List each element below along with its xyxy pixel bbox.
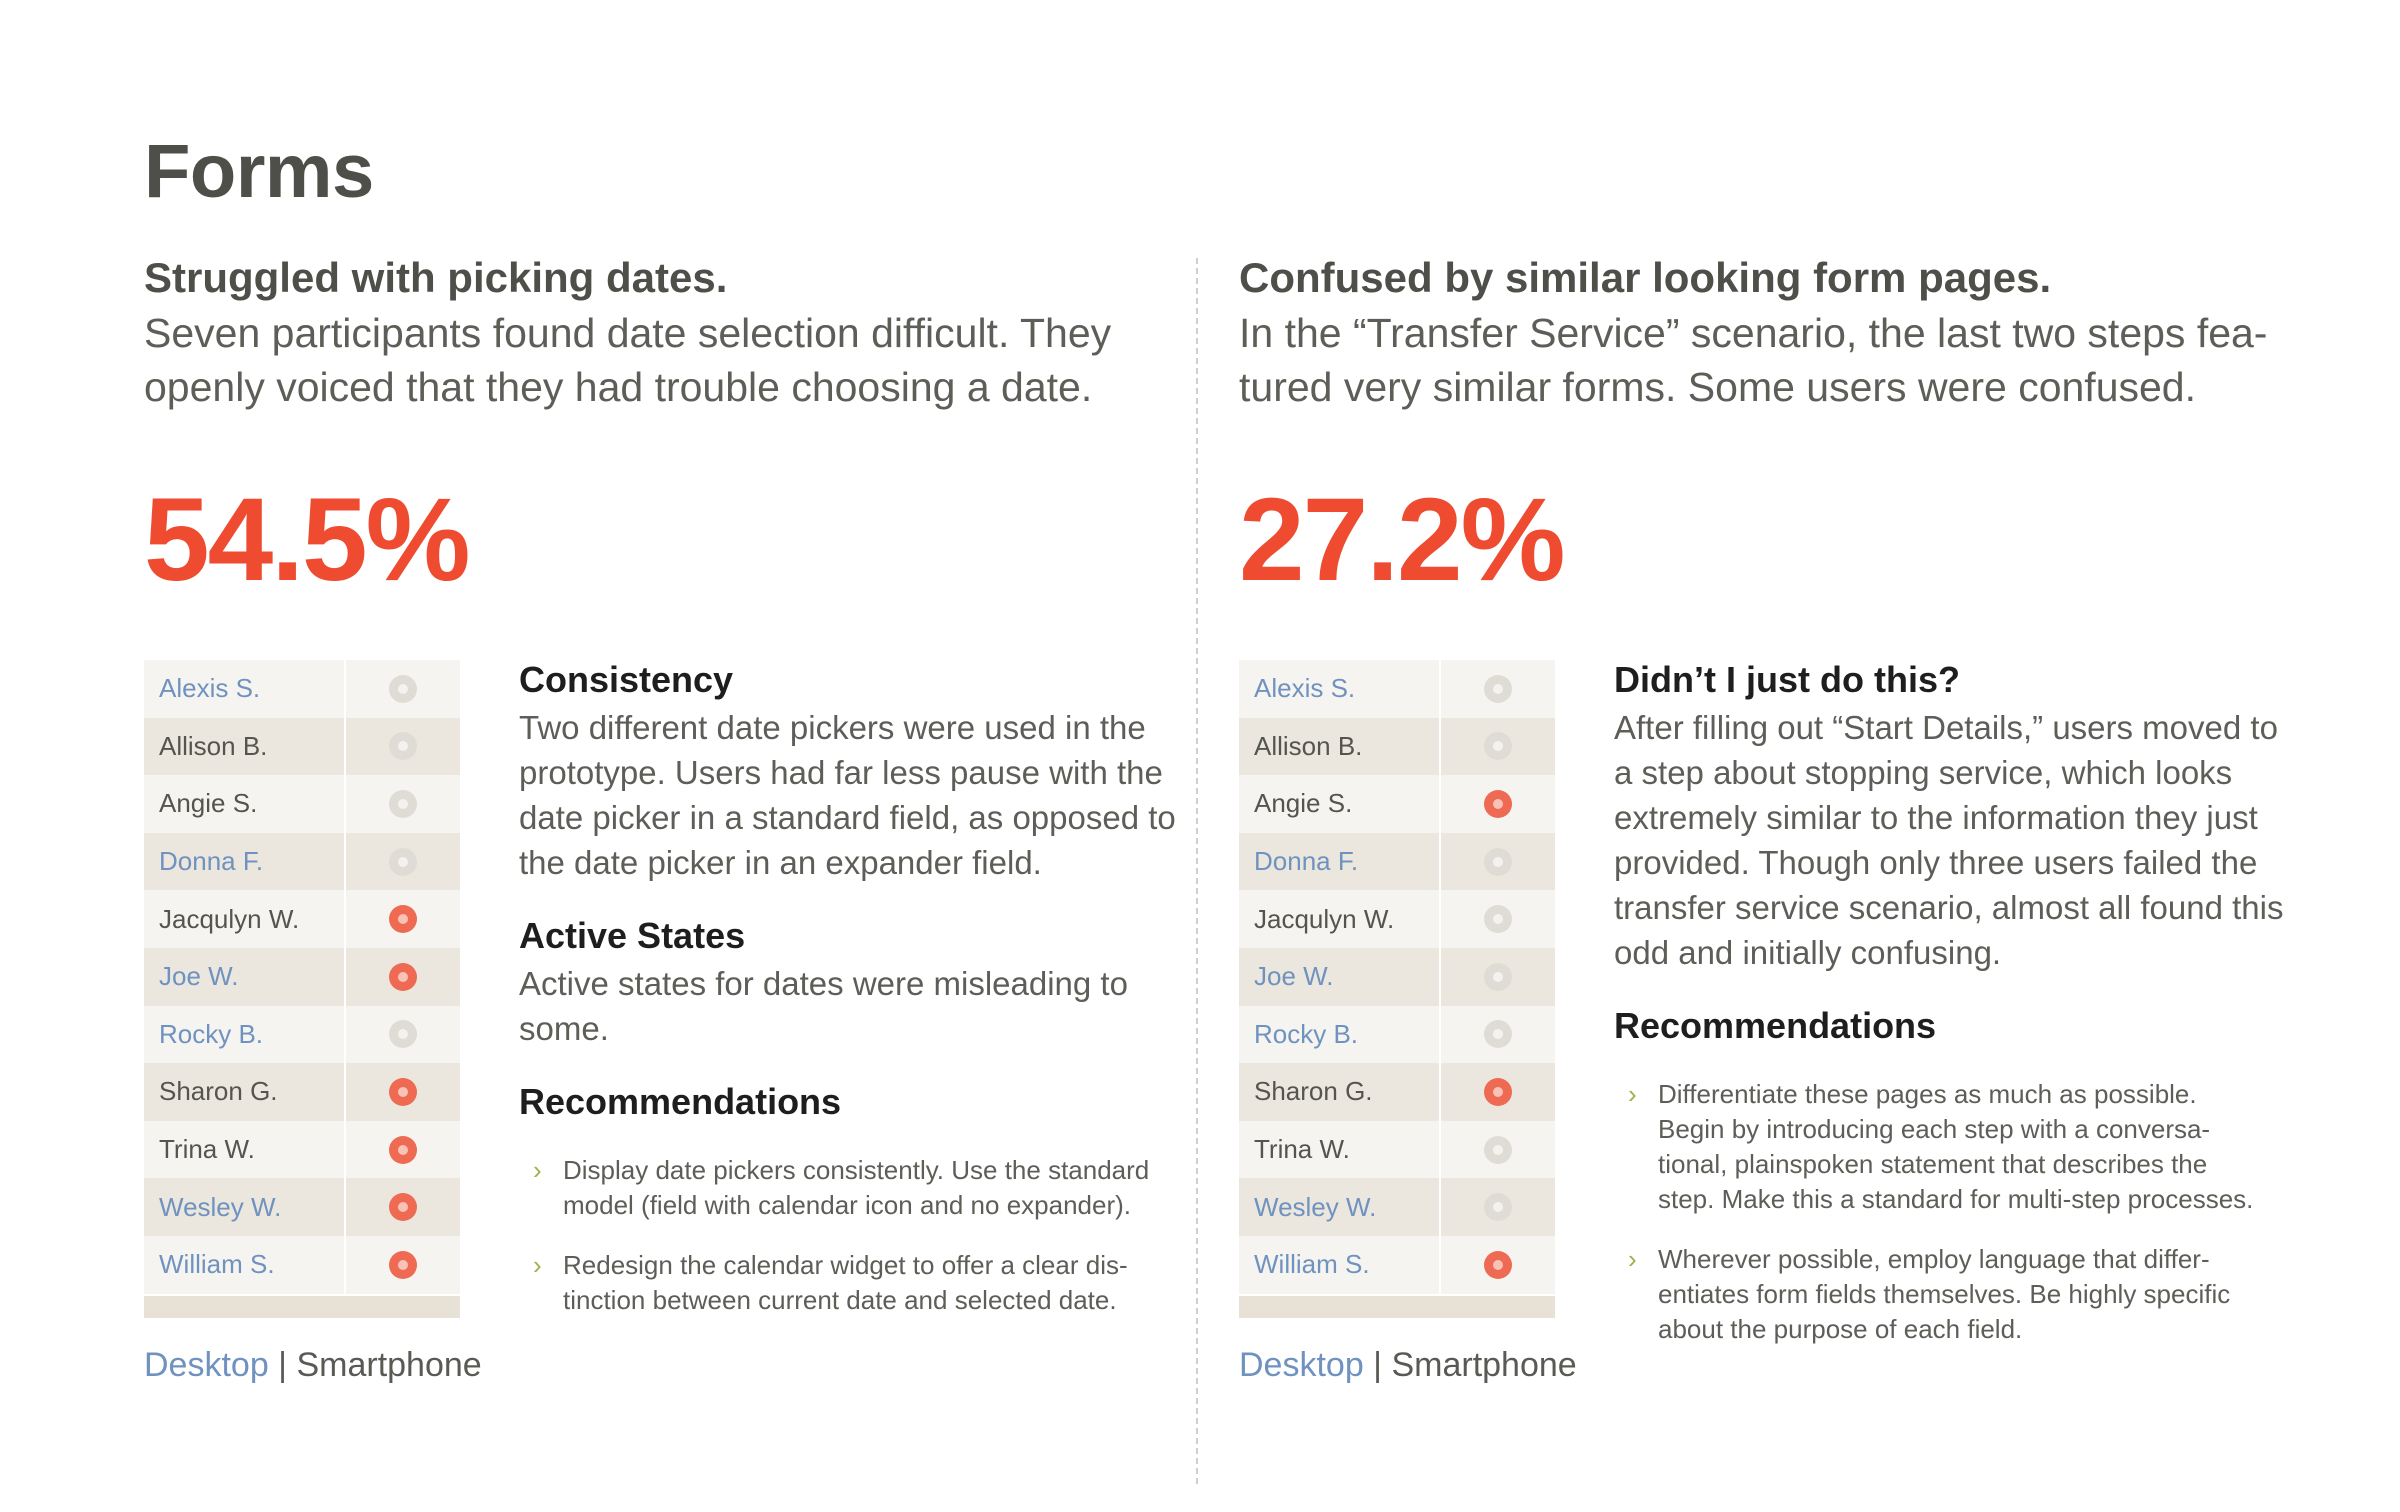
text-line: the date picker in an expander field. — [519, 844, 1042, 881]
legend-separator: | — [268, 1346, 297, 1384]
device-legend — [1239, 1346, 1577, 1385]
issue-dot-icon — [1484, 1251, 1512, 1279]
result-cell — [1441, 660, 1555, 718]
table-footer — [1239, 1296, 1555, 1318]
result-cell — [346, 718, 460, 776]
result-cell — [1441, 1006, 1555, 1064]
issue-dot-icon — [389, 1078, 417, 1106]
participant-table — [144, 660, 460, 1318]
text-line: After filling out “Start Details,” users moved to — [1614, 709, 2278, 746]
participant-name: Trina W. — [144, 1121, 344, 1179]
participant-row — [144, 1236, 460, 1294]
text-line: odd and initially confusing. — [1614, 934, 2002, 971]
page-title: Forms — [144, 129, 374, 214]
text-line: some. — [519, 1010, 609, 1047]
participant-row — [1239, 1236, 1555, 1294]
participant-name: Jacqulyn W. — [1239, 890, 1439, 948]
result-cell — [1441, 1236, 1555, 1294]
finding-similar-forms — [1239, 250, 2284, 1384]
text-line: tional, plainspoken statement that describes the — [1658, 1149, 2208, 1179]
recommendations-title: Recommendations — [1614, 1005, 1937, 1046]
text-line: entiates form fields themselves. Be highly specific — [1658, 1279, 2231, 1309]
text-line: Differentiate these pages as much as possible. — [1658, 1079, 2197, 1109]
participant-name: Jacqulyn W. — [144, 890, 344, 948]
issue-dot-icon — [389, 1193, 417, 1221]
chevron-right-icon: › — [533, 1250, 542, 1280]
participant-name[interactable]: Joe W. — [144, 948, 344, 1006]
participant-row — [1239, 1121, 1555, 1179]
text-line: Display date pickers consistently. Use the standard — [563, 1155, 1150, 1185]
intro-line: Seven participants found date selection difficult. They — [144, 310, 1112, 356]
result-cell — [346, 890, 460, 948]
participant-name[interactable]: Rocky B. — [1239, 1006, 1439, 1064]
no-issue-dot-icon — [389, 675, 417, 703]
participant-row — [1239, 1063, 1555, 1121]
issue-dot-icon — [1484, 1078, 1512, 1106]
participant-name: Trina W. — [1239, 1121, 1439, 1179]
participant-row — [1239, 775, 1555, 833]
text-line: Two different date pickers were used in the — [519, 709, 1146, 746]
participant-row — [144, 890, 460, 948]
recommendations-title: Recommendations — [519, 1081, 842, 1122]
participant-name[interactable]: Donna F. — [1239, 833, 1439, 891]
recommendation-item — [519, 1248, 1159, 1318]
participant-row — [144, 948, 460, 1006]
section-text — [519, 961, 1159, 1051]
intro-line: tured very similar forms. Some users were confused. — [1239, 364, 2196, 410]
participant-name[interactable]: Joe W. — [1239, 948, 1439, 1006]
participant-name[interactable]: Alexis S. — [144, 660, 344, 718]
participant-row — [1239, 660, 1555, 718]
participant-row — [144, 1063, 460, 1121]
no-issue-dot-icon — [1484, 675, 1512, 703]
participant-name[interactable]: Alexis S. — [1239, 660, 1439, 718]
issue-dot-icon — [389, 1136, 417, 1164]
failure-rate-stat: 54.5% — [144, 474, 469, 606]
result-cell — [346, 948, 460, 1006]
participant-name: Angie S. — [1239, 775, 1439, 833]
participant-row — [144, 718, 460, 776]
participant-name[interactable]: Wesley W. — [1239, 1178, 1439, 1236]
participant-row — [144, 833, 460, 891]
intro-line: In the “Transfer Service” scenario, the last two steps fea- — [1239, 310, 2268, 356]
finding-headline: Struggled with picking dates. — [144, 254, 728, 301]
result-cell — [346, 1236, 460, 1294]
finding-notes — [519, 655, 1176, 1343]
participant-name: Angie S. — [144, 775, 344, 833]
section-text — [519, 705, 1176, 885]
issue-dot-icon — [389, 963, 417, 991]
legend-desktop[interactable]: Desktop — [144, 1346, 269, 1384]
chevron-right-icon: › — [533, 1155, 542, 1185]
participant-row — [144, 1178, 460, 1236]
no-issue-dot-icon — [1484, 848, 1512, 876]
finding-date-picking — [144, 250, 1176, 1384]
result-cell — [1441, 1121, 1555, 1179]
participant-name: Sharon G. — [1239, 1063, 1439, 1121]
no-issue-dot-icon — [389, 790, 417, 818]
participant-row — [1239, 948, 1555, 1006]
no-issue-dot-icon — [389, 848, 417, 876]
participant-row — [144, 1121, 460, 1179]
participant-table — [1239, 660, 1555, 1318]
result-cell — [1441, 1178, 1555, 1236]
section-title: Consistency — [519, 659, 734, 700]
text-line: Wherever possible, employ language that differ- — [1658, 1244, 2210, 1274]
no-issue-dot-icon — [1484, 732, 1512, 760]
result-cell — [1441, 890, 1555, 948]
result-cell — [346, 833, 460, 891]
no-issue-dot-icon — [389, 732, 417, 760]
section-title: Didn’t I just do this? — [1614, 659, 1960, 700]
text-line: transfer service scenario, almost all found this — [1614, 889, 2284, 926]
recommendation-item — [1614, 1242, 2254, 1347]
chevron-right-icon: › — [1628, 1079, 1637, 1109]
participant-name[interactable]: Wesley W. — [144, 1178, 344, 1236]
text-line: provided. Though only three users failed the — [1614, 844, 2258, 881]
result-cell — [1441, 833, 1555, 891]
result-cell — [346, 660, 460, 718]
legend-desktop[interactable]: Desktop — [1239, 1346, 1364, 1384]
result-cell — [346, 1121, 460, 1179]
finding-headline: Confused by similar looking form pages. — [1239, 254, 2052, 301]
table-footer — [144, 1296, 460, 1318]
legend-smartphone[interactable]: Smartphone — [296, 1346, 482, 1384]
participant-row — [1239, 1006, 1555, 1064]
intro-line: openly voiced that they had trouble choosing a date. — [144, 364, 1093, 410]
result-cell — [1441, 1063, 1555, 1121]
participant-row — [1239, 1178, 1555, 1236]
failure-rate-stat: 27.2% — [1239, 474, 1564, 606]
participant-name[interactable]: William S. — [1239, 1236, 1439, 1294]
participant-name[interactable]: Rocky B. — [144, 1006, 344, 1064]
text-line: about the purpose of each field. — [1658, 1314, 2023, 1344]
result-cell — [1441, 718, 1555, 776]
participant-row — [144, 1006, 460, 1064]
no-issue-dot-icon — [1484, 1020, 1512, 1048]
recommendation-item — [519, 1153, 1159, 1223]
result-cell — [346, 1006, 460, 1064]
chevron-right-icon: › — [1628, 1244, 1637, 1274]
text-line: step. Make this a standard for multi-step processes. — [1658, 1184, 2254, 1214]
section-text — [1614, 705, 2284, 975]
text-line: extremely similar to the information they just — [1614, 799, 2258, 836]
participant-row — [144, 775, 460, 833]
text-line: Redesign the calendar widget to offer a clear dis- — [563, 1250, 1128, 1280]
no-issue-dot-icon — [1484, 1136, 1512, 1164]
participant-row — [1239, 833, 1555, 891]
recommendation-item — [1614, 1077, 2254, 1217]
participant-row — [1239, 890, 1555, 948]
text-line: date picker in a standard field, as opposed to — [519, 799, 1176, 836]
participant-row — [1239, 718, 1555, 776]
text-line: a step about stopping service, which looks — [1614, 754, 2233, 791]
no-issue-dot-icon — [389, 1020, 417, 1048]
finding-notes — [1614, 655, 2284, 1372]
text-line: prototype. Users had far less pause with the — [519, 754, 1163, 791]
text-line: tinction between current date and selected date. — [563, 1285, 1117, 1315]
no-issue-dot-icon — [1484, 1193, 1512, 1221]
legend-smartphone[interactable]: Smartphone — [1391, 1346, 1577, 1384]
result-cell — [346, 1178, 460, 1236]
issue-dot-icon — [389, 1251, 417, 1279]
legend-separator: | — [1363, 1346, 1392, 1384]
issue-dot-icon — [389, 905, 417, 933]
result-cell — [346, 775, 460, 833]
no-issue-dot-icon — [1484, 905, 1512, 933]
finding-intro — [1239, 306, 2268, 414]
no-issue-dot-icon — [1484, 963, 1512, 991]
issue-dot-icon — [1484, 790, 1512, 818]
result-cell — [1441, 948, 1555, 1006]
finding-intro — [144, 306, 1144, 414]
participant-name[interactable]: Donna F. — [144, 833, 344, 891]
result-cell — [1441, 775, 1555, 833]
participant-name: Sharon G. — [144, 1063, 344, 1121]
text-line: model (field with calendar icon and no expander). — [563, 1190, 1132, 1220]
device-legend — [144, 1346, 482, 1385]
text-line: Begin by introducing each step with a conversa- — [1658, 1114, 2211, 1144]
recommendations-list — [1614, 1077, 2254, 1347]
section-title: Active States — [519, 915, 746, 956]
column-divider — [1196, 258, 1198, 1484]
text-line: Active states for dates were misleading to — [519, 965, 1128, 1002]
participant-name: Allison B. — [144, 718, 344, 776]
participant-row — [144, 660, 460, 718]
participant-name[interactable]: William S. — [144, 1236, 344, 1294]
result-cell — [346, 1063, 460, 1121]
participant-name: Allison B. — [1239, 718, 1439, 776]
recommendations-list — [519, 1153, 1159, 1318]
